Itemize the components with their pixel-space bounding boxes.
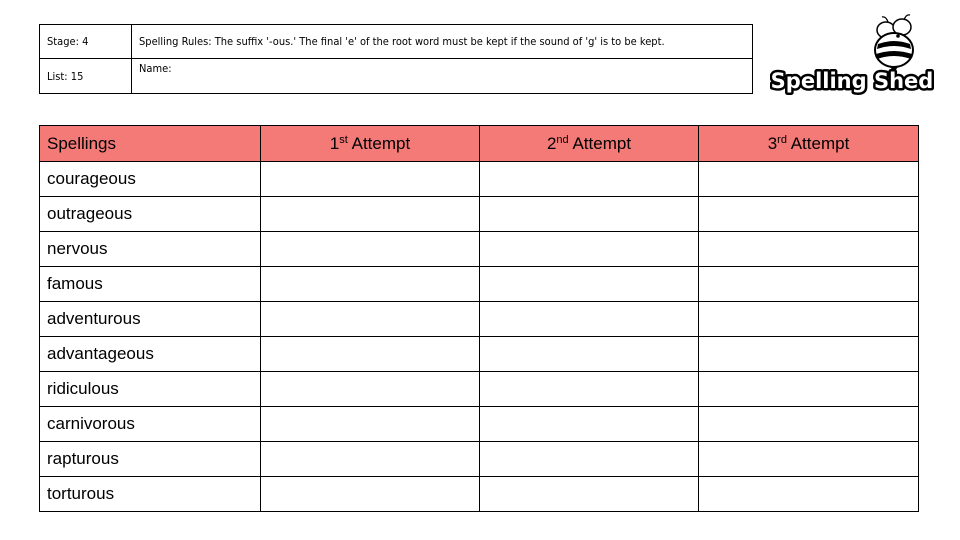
spelling-shed-logo <box>770 10 935 100</box>
spelling-word: advantageous <box>40 337 261 372</box>
table-row <box>40 477 919 512</box>
attempt-2-cell[interactable] <box>480 337 699 372</box>
worksheet-info-box <box>39 24 753 94</box>
spelling-grid <box>39 125 919 512</box>
attempt-1-cell[interactable] <box>261 197 480 232</box>
logo-text: Spelling Shed <box>770 69 934 93</box>
attempt-1-cell[interactable] <box>261 372 480 407</box>
spelling-word: courageous <box>40 162 261 197</box>
attempt-2-cell[interactable] <box>480 232 699 267</box>
attempt-2-cell[interactable] <box>480 407 699 442</box>
table-row <box>40 337 919 372</box>
name-field[interactable]: Name: <box>139 62 172 75</box>
attempt-2-cell[interactable] <box>480 442 699 477</box>
attempt-1-header: 1st Attempt <box>261 126 480 162</box>
attempt-3-cell[interactable] <box>699 302 919 337</box>
attempt-3-cell[interactable] <box>699 372 919 407</box>
attempt-2-cell[interactable] <box>480 302 699 337</box>
table-row <box>40 267 919 302</box>
attempt-2-cell[interactable] <box>480 372 699 407</box>
spelling-rules-text: Spelling Rules: The suffix '-ous.' The final 'e' of the root word must be kept if the sound of 'g' is to be kept. <box>132 25 752 59</box>
attempt-1-cell[interactable] <box>261 407 480 442</box>
attempt-1-cell[interactable] <box>261 162 480 197</box>
attempt-1-cell[interactable] <box>261 302 480 337</box>
spelling-word: carnivorous <box>40 407 261 442</box>
attempt-1-cell[interactable] <box>261 267 480 302</box>
table-row <box>40 442 919 477</box>
list-label: List: 15 <box>40 59 132 93</box>
table-row <box>40 197 919 232</box>
spelling-word: nervous <box>40 232 261 267</box>
attempt-3-cell[interactable] <box>699 337 919 372</box>
attempt-1-cell[interactable] <box>261 442 480 477</box>
table-row <box>40 162 919 197</box>
attempt-2-cell[interactable] <box>480 267 699 302</box>
attempt-3-cell[interactable] <box>699 232 919 267</box>
spelling-word: torturous <box>40 477 261 512</box>
stage-label: Stage: 4 <box>40 25 132 59</box>
grid-header-row <box>40 126 919 162</box>
attempt-2-cell[interactable] <box>480 197 699 232</box>
attempt-1-cell[interactable] <box>261 477 480 512</box>
table-row <box>40 407 919 442</box>
attempt-3-cell[interactable] <box>699 407 919 442</box>
attempt-3-header: 3rd Attempt <box>699 126 919 162</box>
attempt-3-cell[interactable] <box>699 197 919 232</box>
table-row <box>40 232 919 267</box>
spelling-word: adventurous <box>40 302 261 337</box>
spellings-header: Spellings <box>40 126 261 162</box>
attempt-3-cell[interactable] <box>699 267 919 302</box>
attempt-1-cell[interactable] <box>261 232 480 267</box>
spelling-word: rapturous <box>40 442 261 477</box>
spelling-word: famous <box>40 267 261 302</box>
table-row <box>40 302 919 337</box>
attempt-3-cell[interactable] <box>699 477 919 512</box>
attempt-2-header: 2nd Attempt <box>480 126 699 162</box>
attempt-3-cell[interactable] <box>699 162 919 197</box>
bee-icon <box>875 15 913 72</box>
attempt-2-cell[interactable] <box>480 477 699 512</box>
spelling-word: outrageous <box>40 197 261 232</box>
attempt-2-cell[interactable] <box>480 162 699 197</box>
spelling-word: ridiculous <box>40 372 261 407</box>
attempt-1-cell[interactable] <box>261 337 480 372</box>
table-row <box>40 372 919 407</box>
attempt-3-cell[interactable] <box>699 442 919 477</box>
